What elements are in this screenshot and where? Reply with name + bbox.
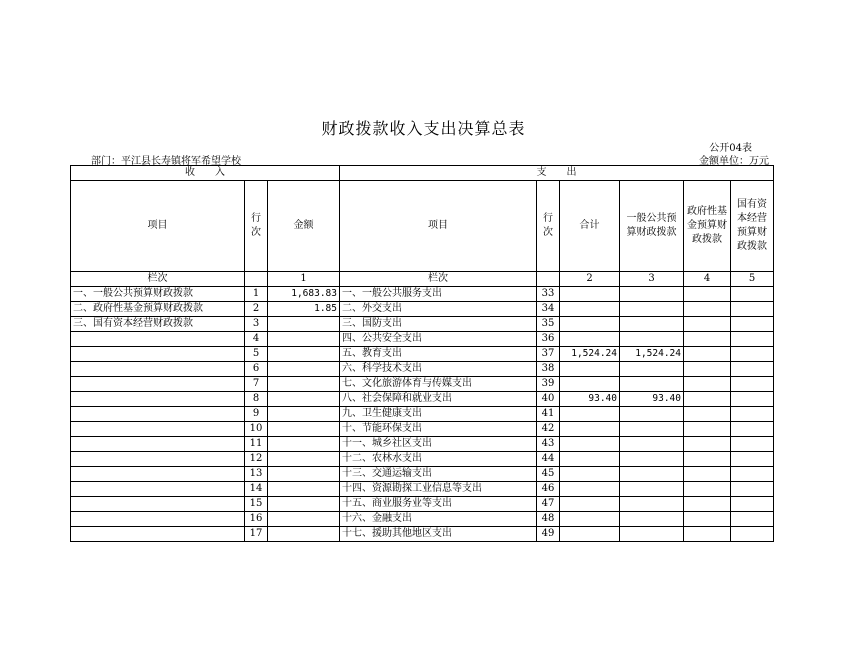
total-cell: 93.40: [560, 392, 620, 407]
expense-item-cell: 十五、商业服务业等支出: [340, 497, 537, 512]
expense-item-cell: 四、公共安全支出: [340, 332, 537, 347]
form-number: 公开04表: [709, 143, 752, 154]
income-amount-cell: [268, 452, 340, 467]
expense-line-cell: 37: [537, 347, 560, 362]
general-budget-cell: [620, 302, 684, 317]
expense-line-cell: 39: [537, 377, 560, 392]
total-cell: [560, 437, 620, 452]
expense-line-cell: 46: [537, 482, 560, 497]
expense-line-cell: 34: [537, 302, 560, 317]
income-amount-cell: [268, 377, 340, 392]
table-row: [71, 497, 774, 512]
total-cell: [560, 512, 620, 527]
state-capital-cell: [731, 377, 774, 392]
general-budget-cell: [620, 377, 684, 392]
income-amount-cell: [268, 317, 340, 332]
income-line-cell: 15: [245, 497, 268, 512]
expense-item-cell: 十一、城乡社区支出: [340, 437, 537, 452]
total-cell: [560, 452, 620, 467]
expense-item-cell: 十二、农林水支出: [340, 452, 537, 467]
income-line-cell: 10: [245, 422, 268, 437]
income-item-cell: [71, 377, 245, 392]
expense-item-cell: 十三、交通运输支出: [340, 467, 537, 482]
general-budget-cell: [620, 527, 684, 542]
fund-budget-cell: [684, 317, 731, 332]
state-capital-header: 国有资本经营预算财政拨款: [731, 181, 774, 272]
income-item-cell: [71, 467, 245, 482]
general-budget-cell: [620, 317, 684, 332]
income-line-cell: 7: [245, 377, 268, 392]
income-line-cell: 11: [245, 437, 268, 452]
general-budget-cell: [620, 482, 684, 497]
general-budget-cell: [620, 332, 684, 347]
state-capital-cell: [731, 437, 774, 452]
fund-budget-cell: [684, 512, 731, 527]
income-amount-cell: [268, 437, 340, 452]
general-budget-cell: 93.40: [620, 392, 684, 407]
total-cell: [560, 287, 620, 302]
expense-line-cell: 41: [537, 407, 560, 422]
column-index-4: 4: [684, 272, 731, 287]
state-capital-cell: [731, 452, 774, 467]
income-item-cell: [71, 497, 245, 512]
income-line-cell: 6: [245, 362, 268, 377]
expense-line-cell: 45: [537, 467, 560, 482]
fund-budget-cell: [684, 392, 731, 407]
table-row: [71, 407, 774, 422]
income-line-cell: 4: [245, 332, 268, 347]
total-cell: [560, 497, 620, 512]
column-index-label: 栏次: [71, 272, 245, 287]
state-capital-cell: [731, 347, 774, 362]
state-capital-cell: [731, 332, 774, 347]
expense-item-cell: 三、国防支出: [340, 317, 537, 332]
total-cell: 1,524.24: [560, 347, 620, 362]
state-capital-cell: [731, 392, 774, 407]
fund-budget-cell: [684, 467, 731, 482]
expense-line-cell: 48: [537, 512, 560, 527]
column-index-5: 5: [731, 272, 774, 287]
total-cell: [560, 362, 620, 377]
general-budget-cell: [620, 497, 684, 512]
total-cell: [560, 377, 620, 392]
table-row: [71, 422, 774, 437]
general-budget-cell: [620, 362, 684, 377]
expense-line-cell: 49: [537, 527, 560, 542]
income-amount-cell: [268, 332, 340, 347]
fund-budget-cell: [684, 407, 731, 422]
income-amount-cell: [268, 407, 340, 422]
fund-budget-cell: [684, 437, 731, 452]
fund-budget-cell: [684, 482, 731, 497]
state-capital-cell: [731, 302, 774, 317]
total-cell: [560, 467, 620, 482]
table-row: [71, 317, 774, 332]
fund-budget-cell: [684, 452, 731, 467]
expense-item-cell: 二、外交支出: [340, 302, 537, 317]
income-item-cell: [71, 452, 245, 467]
general-budget-header: 一般公共预算财政拨款: [620, 181, 684, 272]
expense-line-header: 行次: [537, 181, 560, 272]
income-line-cell: 13: [245, 467, 268, 482]
income-item-cell: [71, 407, 245, 422]
department-label: 部门：平江县长寿镇将军希望学校: [91, 156, 241, 167]
income-line-cell: 14: [245, 482, 268, 497]
expense-item-cell: 一、一般公共服务支出: [340, 287, 537, 302]
income-line-header: 行次: [245, 181, 268, 272]
table-row: [71, 437, 774, 452]
income-item-header: 项目: [71, 181, 245, 272]
expense-item-cell: 六、科学技术支出: [340, 362, 537, 377]
income-amount-cell: [268, 482, 340, 497]
income-line-cell: 2: [245, 302, 268, 317]
total-header: 合计: [560, 181, 620, 272]
expense-line-cell: 43: [537, 437, 560, 452]
budget-summary-table: [70, 165, 774, 542]
page-title: 财政拨款收入支出决算总表: [321, 119, 526, 138]
income-item-cell: [71, 392, 245, 407]
income-line-cell: 16: [245, 512, 268, 527]
total-cell: [560, 422, 620, 437]
table-row: [71, 482, 774, 497]
fund-budget-cell: [684, 287, 731, 302]
income-item-cell: [71, 362, 245, 377]
state-capital-cell: [731, 527, 774, 542]
column-index-1: 1: [268, 272, 340, 287]
general-budget-cell: 1,524.24: [620, 347, 684, 362]
income-line-cell: 5: [245, 347, 268, 362]
total-cell: [560, 317, 620, 332]
income-section-header: 收 入: [71, 166, 340, 181]
income-line-cell: 1: [245, 287, 268, 302]
table-row: [71, 287, 774, 302]
expense-item-cell: 七、文化旅游体育与传媒支出: [340, 377, 537, 392]
fund-budget-cell: [684, 527, 731, 542]
expense-section-header: 支 出: [340, 166, 774, 181]
column-index-label-2: 栏次: [340, 272, 537, 287]
income-item-cell: [71, 482, 245, 497]
general-budget-cell: [620, 437, 684, 452]
expense-item-cell: 五、教育支出: [340, 347, 537, 362]
total-cell: [560, 332, 620, 347]
income-line-cell: 12: [245, 452, 268, 467]
table-row: [71, 332, 774, 347]
expense-line-cell: 44: [537, 452, 560, 467]
expense-line-cell: 40: [537, 392, 560, 407]
table-row: [71, 392, 774, 407]
expense-line-cell: 36: [537, 332, 560, 347]
state-capital-cell: [731, 482, 774, 497]
income-item-cell: [71, 512, 245, 527]
fund-budget-cell: [684, 362, 731, 377]
income-item-cell: 二、政府性基金预算财政拨款: [71, 302, 245, 317]
expense-line-cell: 33: [537, 287, 560, 302]
table-row: [71, 467, 774, 482]
table-row: [71, 347, 774, 362]
income-line-cell: 9: [245, 407, 268, 422]
table-row: [71, 527, 774, 542]
fund-budget-cell: [684, 332, 731, 347]
income-item-cell: [71, 332, 245, 347]
fund-budget-cell: [684, 377, 731, 392]
general-budget-cell: [620, 422, 684, 437]
total-cell: [560, 407, 620, 422]
income-item-cell: [71, 437, 245, 452]
state-capital-cell: [731, 407, 774, 422]
column-index-3: 3: [620, 272, 684, 287]
total-cell: [560, 302, 620, 317]
total-cell: [560, 482, 620, 497]
expense-item-cell: 十、节能环保支出: [340, 422, 537, 437]
expense-item-header: 项目: [340, 181, 537, 272]
income-amount-cell: 1.85: [268, 302, 340, 317]
state-capital-cell: [731, 467, 774, 482]
state-capital-cell: [731, 422, 774, 437]
state-capital-cell: [731, 497, 774, 512]
income-amount-cell: [268, 362, 340, 377]
general-budget-cell: [620, 512, 684, 527]
income-line-cell: 17: [245, 527, 268, 542]
expense-item-cell: 九、卫生健康支出: [340, 407, 537, 422]
table-row: [71, 452, 774, 467]
income-amount-cell: [268, 467, 340, 482]
state-capital-cell: [731, 287, 774, 302]
income-amount-cell: [268, 392, 340, 407]
table-row: [71, 377, 774, 392]
table-row: [71, 362, 774, 377]
expense-line-cell: 42: [537, 422, 560, 437]
unit-label: 金额单位：万元: [699, 156, 769, 167]
total-cell: [560, 527, 620, 542]
fund-budget-cell: [684, 347, 731, 362]
state-capital-cell: [731, 317, 774, 332]
fund-budget-cell: [684, 302, 731, 317]
income-item-cell: [71, 347, 245, 362]
expense-line-cell: 47: [537, 497, 560, 512]
expense-item-cell: 八、社会保障和就业支出: [340, 392, 537, 407]
general-budget-cell: [620, 287, 684, 302]
table-body: [71, 287, 774, 542]
general-budget-cell: [620, 452, 684, 467]
income-line-cell: 8: [245, 392, 268, 407]
general-budget-cell: [620, 467, 684, 482]
fund-budget-cell: [684, 422, 731, 437]
general-budget-cell: [620, 407, 684, 422]
state-capital-cell: [731, 362, 774, 377]
income-amount-cell: [268, 422, 340, 437]
fund-budget-header: 政府性基金预算财政拨款: [684, 181, 731, 272]
fund-budget-cell: [684, 497, 731, 512]
income-item-cell: [71, 527, 245, 542]
expense-line-cell: 38: [537, 362, 560, 377]
income-amount-cell: [268, 527, 340, 542]
table-row: [71, 512, 774, 527]
income-amount-cell: [268, 347, 340, 362]
income-amount-cell: [268, 497, 340, 512]
expense-item-cell: 十七、援助其他地区支出: [340, 527, 537, 542]
income-amount-cell: [268, 512, 340, 527]
income-item-cell: 三、国有资本经营财政拨款: [71, 317, 245, 332]
column-index-2: 2: [560, 272, 620, 287]
income-amount-cell: 1,683.83: [268, 287, 340, 302]
income-amount-header: 金额: [268, 181, 340, 272]
state-capital-cell: [731, 512, 774, 527]
income-line-cell: 3: [245, 317, 268, 332]
expense-item-cell: 十四、资源勘探工业信息等支出: [340, 482, 537, 497]
income-item-cell: 一、一般公共预算财政拨款: [71, 287, 245, 302]
income-item-cell: [71, 422, 245, 437]
table-row: [71, 302, 774, 317]
expense-line-cell: 35: [537, 317, 560, 332]
expense-item-cell: 十六、金融支出: [340, 512, 537, 527]
